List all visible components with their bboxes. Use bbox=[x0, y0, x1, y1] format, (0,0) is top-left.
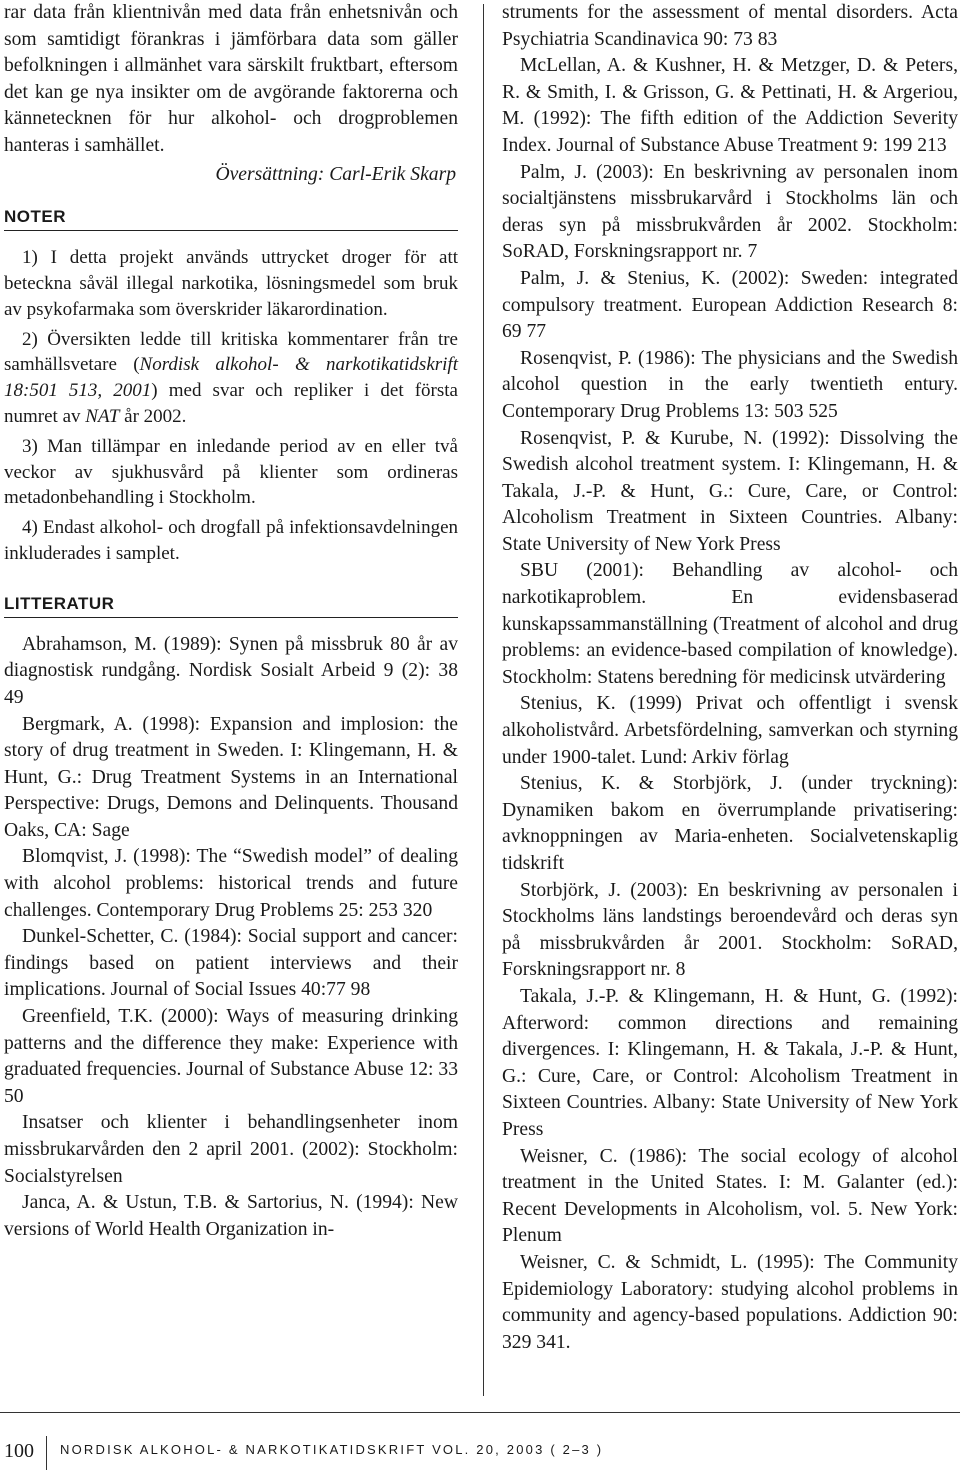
note-1: 1) I detta projekt används uttrycket droger för att beteckna såväl illegal narkotika, lösningsmedel som bruk av psykofarmaka som överskrider läkarordination. bbox=[4, 247, 458, 320]
intro-paragraph: rar data från klientnivån med data från enhetsnivån och som samtidigt förankras i jämförbara data som gäller befolkningen i allmänhet vara särskilt fruktbart, eftersom det kan ge nya insikter om de avgörande faktorerna och kännetecknen för hur alkohol- och drogproblemen hanteras i samhället. bbox=[4, 2, 458, 156]
reference-item: Storbjörk, J. (2003): En beskrivning av personalen i Stockholms läns landstings beroendevård och deras syn på missbrukvården år 2001. Stockholm: SoRAD, Forskningsrapport nr. 8 bbox=[502, 879, 958, 981]
note-2-text-a: 2) Översikten ledde till kritiska kommentarer från tre samhällsvetare ( bbox=[4, 328, 458, 376]
reference-item: Palm, J. & Stenius, K. (2002): Sweden: integrated compulsory treatment. European Addiction Research 8: 69 77 bbox=[502, 267, 958, 343]
reference-item: Blomqvist, J. (1998): The “Swedish model” of dealing with alcohol problems: historical trends and future challenges. Contemporary Drug Problems 25: 253 320 bbox=[4, 846, 458, 921]
reference-item: Insatser och klienter i behandlingsenheter inom missbrukarvården den 2 april 2001. (2002): Stockholm: Socialstyrelsen bbox=[4, 1112, 458, 1187]
reference-item: McLellan, A. & Kushner, H. & Metzger, D. & Peters, R. & Smith, I. & Grisson, G. & Pettinati, H. & Argeriou, M. (1992): The fifth edition of the Addiction Severity Index. Journal of Substance Abuse Treatment 9: 199 213 bbox=[502, 55, 958, 156]
reference-item: SBU (2001): Behandling av alcohol- och narkotikaproblem. En evidensbaserad kunskapssammanställning (Treatment of alcohol and drug problems: an evidence-based compilation of knowledge). Stockholm: Statens beredning för medicinsk utvärdering bbox=[502, 560, 958, 688]
reference-item: Dunkel-Schetter, C. (1984): Social support and cancer: findings based on patient interviews and their implications. Journal of Social Issues 40:77 98 bbox=[4, 926, 458, 1001]
literature-heading: LITTERATUR bbox=[4, 593, 115, 613]
column-divider bbox=[483, 4, 484, 1396]
journal-running-footer: NORDISK ALKOHOL- & NARKOTIKATIDSKRIFT VOL. 20, 2003 ( 2–3 ) bbox=[60, 1442, 604, 1457]
note-3: 3) Man tillämpar en inledande period av en eller två veckor av sjukhusvård på klienter som ordineras metadonbehandling i Stockholm. bbox=[4, 435, 458, 509]
reference-item: Stenius, K. & Storbjörk, J. (under tryckning): Dynamiken bakom en överrumplande privatisering: avknoppningen av Maria-enheten. Socialvetenskaplig tidskrift bbox=[502, 773, 958, 874]
translator-credit: Översättning: Carl-Erik Skarp bbox=[215, 163, 456, 185]
reference-item: Rosenqvist, P. (1986): The physicians and the Swedish alcohol question in the early twentieth entury. Contemporary Drug Problems 13: 503 525 bbox=[502, 347, 958, 422]
reference-item: Weisner, C. & Schmidt, L. (1995): The Community Epidemiology Laboratory: studying alcohol problems in community and agency-based populations. Addiction 90: 329 341. bbox=[502, 1251, 958, 1353]
footer-rule bbox=[0, 1412, 960, 1413]
reference-item: Bergmark, A. (1998): Expansion and implosion: the story of drug treatment in Sweden. I: Klingemann, H. & Hunt, G.: Drug Treatment Systems in an International Perspective: Drugs, Demons and Delinquents. Thousand Oaks, CA: Sage bbox=[4, 713, 458, 841]
footer-separator bbox=[46, 1436, 47, 1470]
note-4: 4) Endast alkohol- och drogfall på infektionsavdelningen inkluderades i samplet. bbox=[4, 517, 458, 564]
reference-item: Takala, J.-P. & Klingemann, H. & Hunt, G. (1992): Afterword: common directions and remaining divergences. I: Klingemann, H. & Takala, J.-P. & Hunt, G.: Cure, Care, or Control: Alcoholism Treatment in Sixteen Countries. Albany: State University of New York Press bbox=[502, 985, 958, 1140]
reference-item: Greenfield, T.K. (2000): Ways of measuring drinking patterns and the difference they make: Experience with graduated frequencies. Journal of Substance Abuse 12: 33 50 bbox=[4, 1006, 458, 1107]
reference-continuation: struments for the assessment of mental disorders. Acta Psychiatria Scandinavica 90: 73 83 bbox=[502, 2, 958, 50]
right-column bbox=[502, 0, 958, 1356]
note-2-citation: Nordisk alkohol- & narkotikatidskrift 18:501 513, 2001 bbox=[4, 354, 458, 402]
reference-item: Janca, A. & Ustun, T.B. & Sartorius, N. (1994): New versions of World Health Organization in- bbox=[4, 1192, 458, 1240]
notes-list bbox=[4, 245, 458, 567]
reference-item: Stenius, K. (1999) Privat och offentligt i svensk alkoholistvård. Arbetsfördelning, samverkan och styrning under 1900-talet. Lund: Arkiv förlag bbox=[502, 693, 958, 768]
literature-heading-rule bbox=[4, 617, 458, 618]
left-column bbox=[4, 0, 458, 1243]
reference-item: Abrahamson, M. (1989): Synen på missbruk 80 år av diagnostisk rundgång. Nordisk Sosialt Arbeid 9 (2): 38 49 bbox=[4, 633, 458, 708]
reference-item: Weisner, C. (1986): The social ecology of alcohol treatment in the United States. I: M. Galanter (ed.): Recent Developments in Alcoholism, vol. 5. New York: Plenum bbox=[502, 1145, 958, 1247]
note-2 bbox=[4, 327, 458, 430]
reference-item: Palm, J. (2003): En beskrivning av personalen inom socialtjänstens missbrukarvård i Stockholms län och deras syn på missbrukvården år 2002. Stockholm: SoRAD, Forskningsrapport nr. 7 bbox=[502, 161, 958, 263]
note-2-text-c: år 2002. bbox=[119, 405, 187, 427]
note-2-text-b: ) med svar och repliker i det första numret av bbox=[4, 380, 458, 427]
literature-list-left bbox=[4, 632, 458, 1244]
notes-heading-rule bbox=[4, 230, 458, 231]
reference-item: Rosenqvist, P. & Kurube, N. (1992): Dissolving the Swedish alcohol treatment system. I: Klingemann, H. & Takala, J.-P. & Hunt, G.: Cure, Care, or Control: Alcoholism Treatment in Sixteen Countries. Albany: State University of New York Press bbox=[502, 427, 958, 555]
page-number: 100 bbox=[4, 1440, 34, 1462]
note-2-nat: NAT bbox=[85, 405, 120, 427]
notes-heading: NOTER bbox=[4, 207, 66, 227]
page-footer bbox=[0, 1412, 960, 1472]
